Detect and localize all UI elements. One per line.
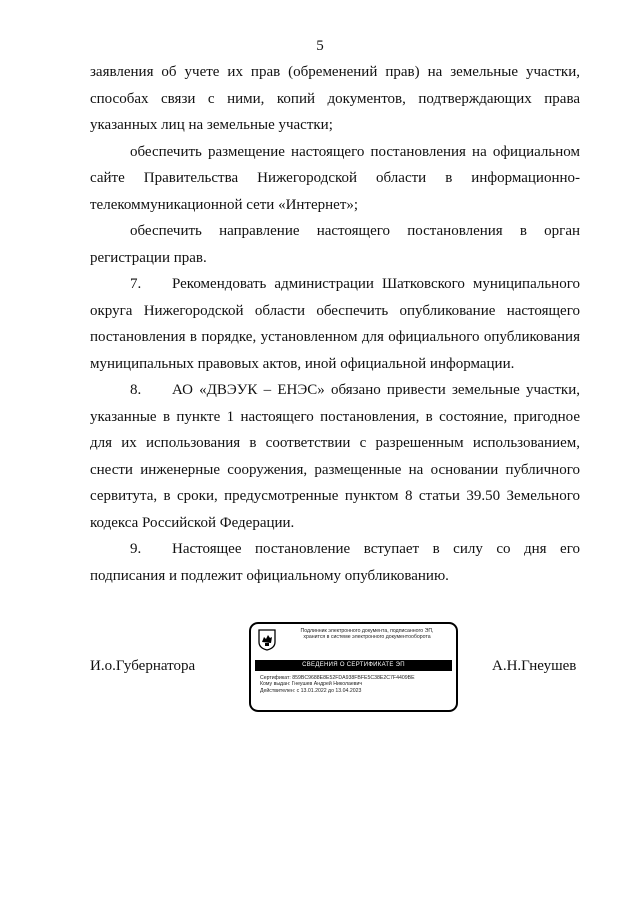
paragraph-item-8 [90, 377, 580, 536]
item-text-8: АО «ДВЭУК – ЕНЭС» обязано привести земельные участки, указанные в пункте 1 настоящего постановления, в состояние, пригодное для их использования в соответствии с разрешенным использованием, снести инженерные сооружения, размещенные на основании публичного сервитута, в сроки, предусмотренные пунктом 8 статьи 39.50 Земельного кодекса Российской Федерации. [90, 382, 580, 531]
stamp-header: СВЕДЕНИЯ О СЕРТИФИКАТЕ ЭП [255, 660, 452, 671]
stamp-notice-line2: хранится в системе электронного документооборота [303, 634, 431, 641]
signer-role: И.о.Губернатора [90, 658, 196, 674]
electronic-signature-stamp [249, 622, 458, 712]
item-number-8: 8. [130, 382, 142, 398]
stamp-details [260, 675, 452, 694]
stamp-issued-to: Кому выдан: Гнеушев Андрей Николаевич [260, 681, 363, 688]
page-number: 5 [316, 38, 324, 54]
paragraph-item-7 [90, 271, 580, 377]
paragraph-continuation: заявления об учете их прав (обременений прав) на земельные участки, способах связи с ними, копий документов, подтверждающих права указанных лиц на земельные участки; [90, 64, 580, 133]
signer-name: А.Н.Гнеушев [492, 658, 577, 674]
stamp-certificate: Сертификат: 859BC9688E8E52FDA938FBFE5C38E2C7F4409BE [260, 675, 415, 681]
paragraph-item-9 [90, 536, 580, 589]
item-text-9: Настоящее постановление вступает в силу со дня его подписания и подлежит официальному опубликованию. [90, 541, 580, 584]
stamp-valid: Действителен: с 13.01.2022 до 13.04.2023 [260, 687, 362, 694]
paragraph-publish-site: обеспечить размещение настоящего постановления на официальном сайте Правительства Нижегородской области в информационно-телекоммуникационной сети «Интернет»; [90, 143, 580, 213]
document-body [90, 59, 580, 589]
item-number-9: 9. [130, 541, 142, 557]
stamp-notice-line1: Подлинник электронного документа, подписанного ЭП, [300, 628, 434, 634]
coat-of-arms-icon [258, 629, 276, 651]
item-text-7: Рекомендовать администрации Шатковского муниципального округа Нижегородской области обеспечить опубликование настоящего постановления в порядке, установленном для официального опубликования муниципальных правовых актов, иной официальной информации. [90, 276, 580, 372]
item-number-7: 7. [130, 276, 142, 292]
paragraph-send-registration: обеспечить направление настоящего постановления в орган регистрации прав. [90, 223, 580, 266]
stamp-notice [279, 628, 455, 641]
